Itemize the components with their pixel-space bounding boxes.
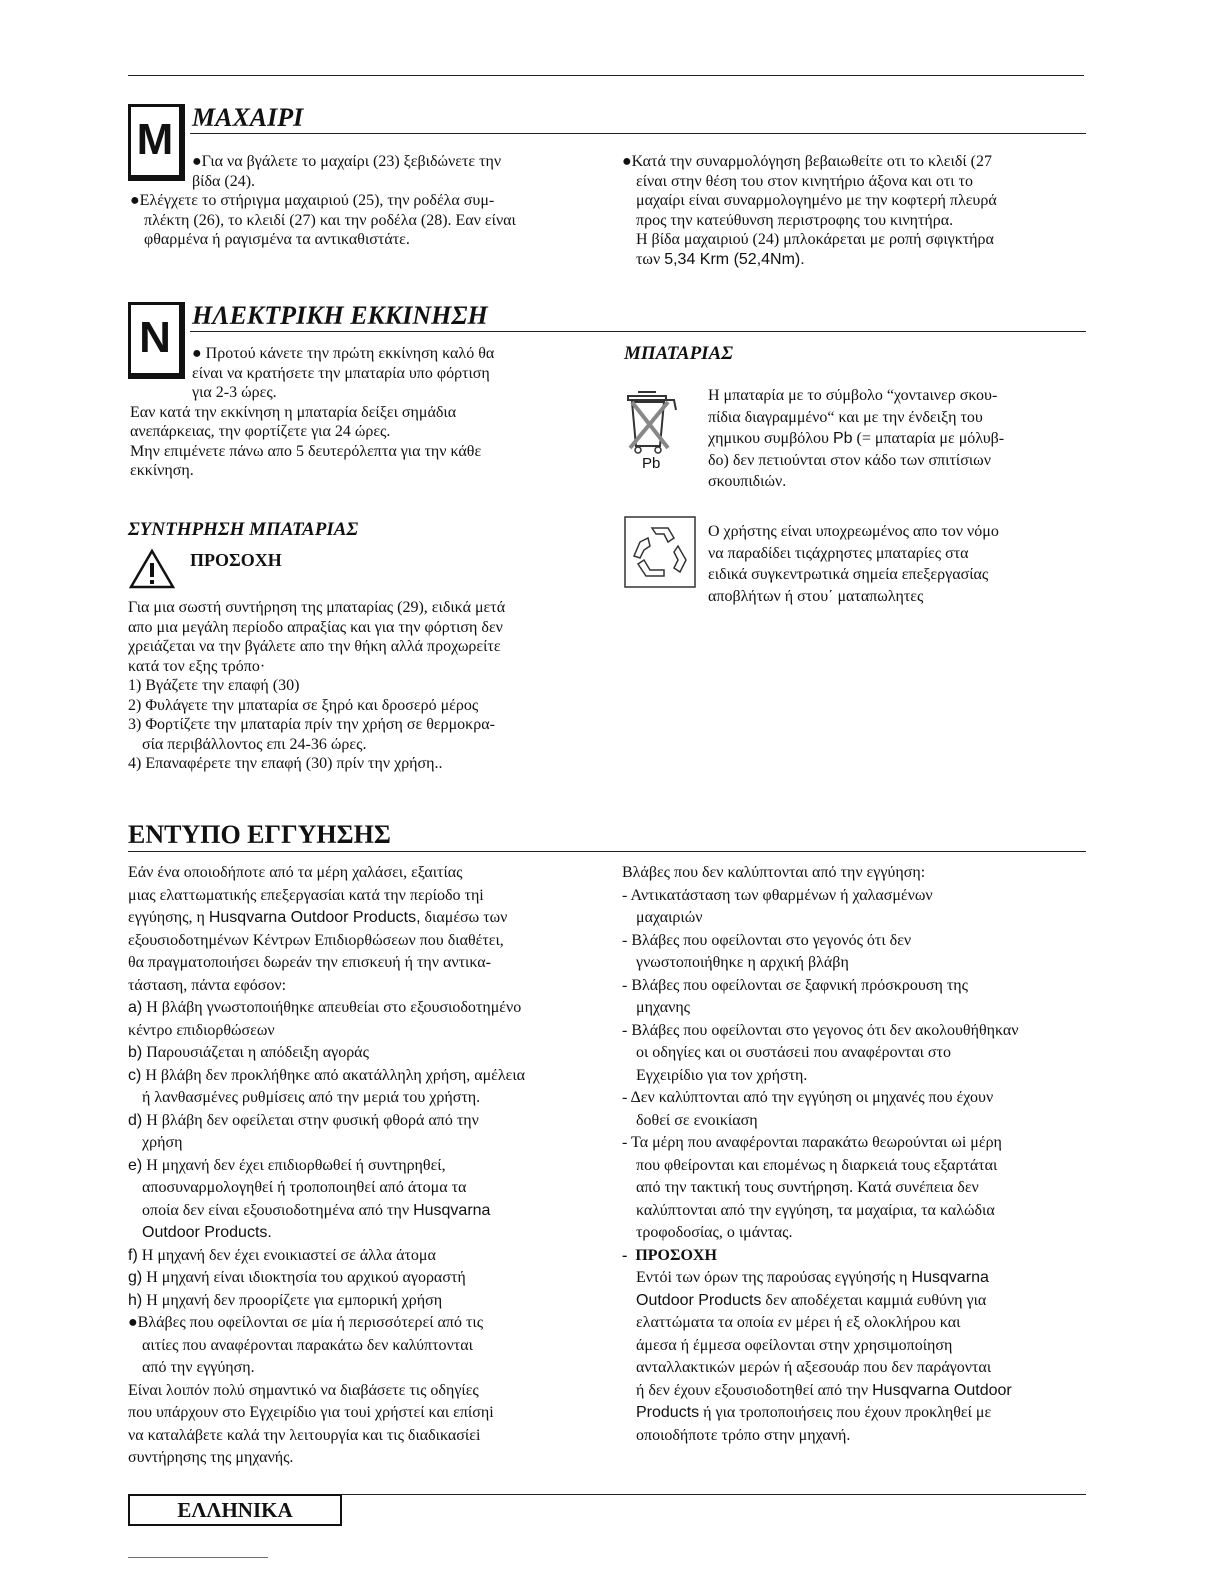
warranty-rule (128, 851, 1086, 852)
footer-rule (340, 1494, 1086, 1495)
maintenance-text: Για μια σωστή συντήρηση της μπαταρίας (29), ειδικά μετά απο μια μεγάλη περίοδο απραξίας και για την φόρτιση δεν χρειάζεται να την βγάλετε απο την θήκη αλλά προχωρείτε κατά τον εξης τρόπο· 1) Βγάζετε την επαφή (30) 2) Φυλάγετε την μπαταρία σε ξηρό και δροσερό μέρος 3) Φορτίζετε την μπαταρία πρίν την χρήση σε θερμοκρα- σία περιβάλλοντος επι 24-36 ώρες. 4) Επαναφέρετε την επαφή (30) πρίν την χρήση.. (128, 599, 506, 772)
torque-value: 5,34 Krm (52,4Nm). (664, 250, 805, 268)
section-n-left-text: ● Προτού κάνετε την πρώτη εκκίνηση καλό θα είναι να κρατήσετε την μπαταρία υπο φόρτιση για 2-3 ώρες. Εαν κατά την εκκίνηση η μπαταρία δείξει σημάδια ανεπάρκειας, την φορτίζετε για 24 ώρες. Μην επιμένετε πάνω απο 5 δευτερόλεπτα για την κάθε εκκίνηση. (130, 345, 495, 479)
warranty-right-text: Βλάβες που δεν καλύπτονται από την εγγύηση: - Αντικατάσταση των φθαρμένων ή χαλασμένων μαχαιριών - Βλάβες που οφείλονται στο γεγονός ότι δεν γνωστοποιήθηκε η αρχική βλάβη - Βλάβες που οφείλονται σε ξαφνική πρόσκρουση της μηχανης - Βλάβες που οφείλονται στο γεγονος ότι δεν ακολουθήθηκαν οι οδηγίες και οι συστάσειi που αναφέρονται στο Εγχειρίδιο για τον χρήστη. - Δεν καλύπτονται από την εγγύηση οι μηχανές που έχουν δοθεί σε ενοικίαση - Τα μέρη που αναφέρονται παρακάτω θεωρούνται ωi μέρη που φθείρονται και επομένως η διαρκειά τους εξαρτάται από την τακτική τους συντήρηση. Κατά συνέπεια δεν καλύπτονται από την εγγύηση, τα μαχαίρια, τα καλώδια τροφοδοσίας, ο ιμάντας. - ΠΡΟΣΟΧΗ Εντόi των όρων της παρούσας εγγύησής η Husqvarna Outdoor Products δεν αποδέχεται καμμιά ευθύνη για ελαττώματα τα οποία εν μέρει ή εξ ολοκλήρου και άμεσα ή έμμεσα οφείλονται στην χρησιμοποίηση ανταλλακτικών μερών ή αξεσουάρ που δεν παράγονται ή δεν έχουν εξουσιοδοτηθεί από την Husqvarna Outdoor Products ή για τροποποιήσεις που έχουν προκληθεί με οποιοδήποτε τρόπο στην μηχανή. (622, 864, 1019, 1444)
section-m-title: ΜΑΧΑΙΡΙ (192, 103, 304, 132)
section-m-badge: M (128, 104, 185, 181)
recycle-text: Ο χρήστης είναι υποχρεωμένος απο τον νόμο να παραδίδει τιςάχρηστες μπαταρίες στα ειδικά συγκεντρωτικά σημεία επεξεργασίας αποβλήτων ή στου΄ ματαπωλητες (708, 523, 999, 605)
maintenance-title: ΣΥΝΤΗΡΗΣΗ ΜΠΑΤΑΡΙΑΣ (128, 519, 359, 540)
batteries-title: ΜΠΑΤΑΡΙΑΣ (624, 343, 733, 364)
footer-link-line (128, 1557, 268, 1558)
section-n-rule (190, 331, 1086, 332)
section-n-badge: N (128, 302, 185, 379)
section-m-right-text: ●Κατά την συναρμολόγηση βεβαιωθείτε οτι το κλειδί (27 είναι στην θέση του στον κινητήριο άξονα και οτι το μαχαίρι είναι συναρμολογημένο με την κοφτερή πλευρά προς την κατεύθυνση περιστροφης του κινητήρα. Η βίδα μαχαιριού (24) μπλοκάρεται με ροπή σφιγκτήρα των 5,34 Krm (52,4Nm). (622, 153, 997, 268)
top-rule (128, 75, 1084, 76)
warranty-title: ΕΝΤΥΠΟ ΕΓΓΥΗΣΗΣ (128, 820, 391, 849)
bin-pb-label: Pb (642, 455, 661, 472)
section-n-title: ΗΛΕΚΤΡΙΚΗ ΕΚΚΙΝΗΣΗ (192, 301, 488, 330)
section-m-rule (190, 133, 1086, 134)
maintenance-caution: ΠΡΟΣΟΧΗ (190, 550, 282, 570)
section-m-left-text: ●Για να βγάλετε το μαχαίρι (23) ξεβιδώνετε την βίδα (24). ●Ελέγχετε το στήριγμα μαχαιριού (25), την ροδέλα συμ- πλέκτη (26), το κλειδί (27) και την ροδέλα (28). Εαν είναι φθαρμένα ή ραγισμένα τα αντικαθιστάτε. (130, 153, 516, 248)
warning-triangle-icon (128, 548, 176, 590)
language-label: ΕΛΛΗΝΙΚΑ (128, 1494, 342, 1526)
bin-text: Η μπαταρία με το σύμβολο “χοντaινερ σκου- πίδια διαγραμμένο“ και με την ένδειξη του χημικου συμβόλου Pb (= μπαταρία με μόλυβ- δο) δεν πετιούνται στον κάδο των σπιτίσιων σκουπιδιών. (708, 387, 1005, 490)
warranty-left-text: Εάν ένα οποιοδήποτε από τα μέρη χαλάσει, εξαιτίας μιας ελαττωματικής επεξεργασίαι κατά την περίοδο τηi εγγύησης, η Husqvarna Outdoor Products, διαμέσω των εξουσιοδοτημένων Κέντρων Επιδιορθώσεων που διαθέτει, θα πραγματοποιήσει δωρεάν την επισκευή ή την αντικα- τάσταση, πάντα εφόσον: a) Η βλάβη γνωστοποιήθηκε απευθείaι στο εξουσιοδοτημένο κέντρο επιδιορθώσεων b) Παρουσιάζεται η απόδειξη αγοράς c) Η βλάβη δεν προκλήθηκε από ακατάλληλη χρήση, αμέλεια ή λανθασμένες ρυθμίσεις από την μεριά του χρήστη. d) Η βλάβη δεν οφείλεται στην φυσική φθορά από την χρήση e) Η μηχανή δεν έχει επιδιορθωθεί ή συντηρηθεί, αποσυναρμολογηθεί ή τροποποιηθεί από άτομα τα οποία δεν είναι εξουσιοδοτημένα από την Husqvarna Outdoor Products. f) Η μηχανή δεν έχει ενοικιαστεί σε άλλα άτομα g) Η μηχανή είναι ιδιοκτησία του αρχικού αγοραστή h) Η μηχανή δεν προορίζετε για εμπορική χρήση ●Βλάβες που οφείλονται σε μία ή περισσότερεί από τις αιτίες που αναφέρονται παρακάτω δεν καλύπτονται από την εγγύηση. Είναι λοιπόν πολύ σημαντικό να διαβάσετε τις οδηγίες που υπάρχουν στο Εγχειρίδιο για τουi χρήστεί και επίσηi να καταλάβετε καλά την λειτουργία και τις διαδικασίεi συντήρησης της μηχανής. (128, 864, 526, 1466)
recycle-icon (624, 516, 696, 588)
warranty-caution: ΠΡΟΣΟΧΗ (635, 1246, 717, 1264)
